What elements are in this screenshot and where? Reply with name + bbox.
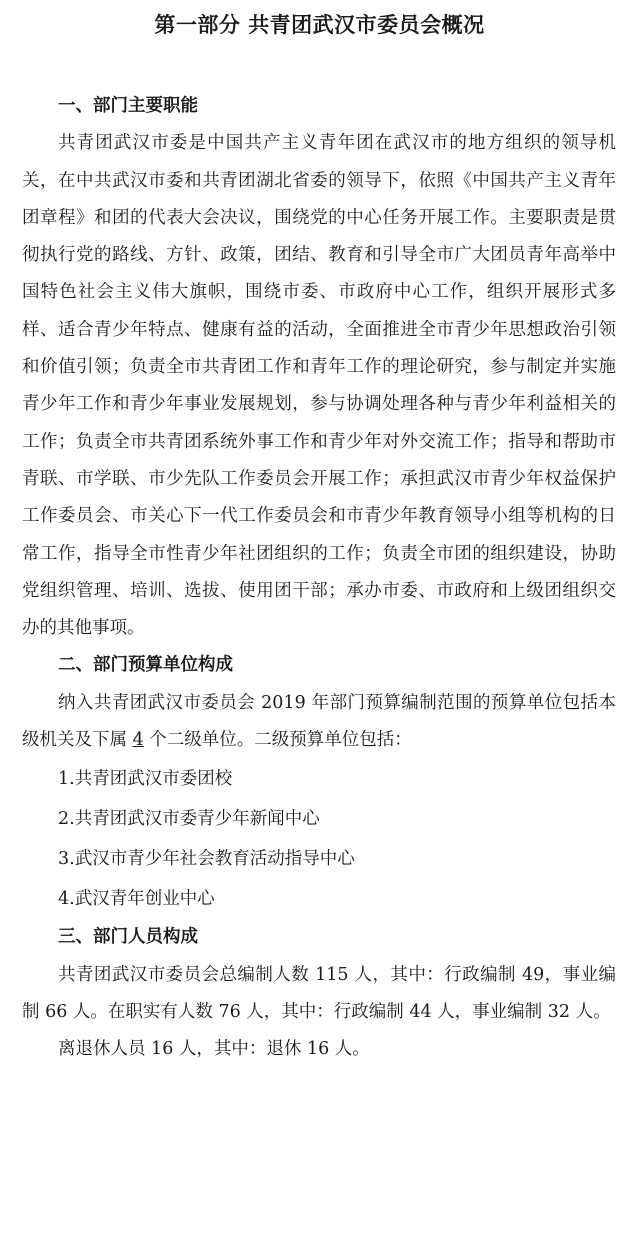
section-1-heading: 一、部门主要职能 — [58, 96, 198, 116]
unit-list-item-2: 2.共青团武汉市委青少年新闻中心 — [58, 809, 320, 830]
unit-list-item-4: 4.武汉青年创业中心 — [58, 889, 215, 910]
section-2-body-after: 个二级单位。二级预算单位包括： — [143, 730, 412, 751]
section-3-body: 共青团武汉市委员会总编制人数 115 人，其中：行政编制 49，事业编制 66 人。在职实有人数 76 人，其中：行政编制 44 人，事业编制 32 人。 — [22, 964, 616, 1022]
section-3-retired: 离退休人员 16 人，其中：退休 16 人。 — [58, 1039, 370, 1060]
section-2-body — [22, 685, 616, 760]
unit-count: 4 — [132, 730, 144, 751]
section-2-heading: 二、部门预算单位构成 — [58, 655, 233, 676]
unit-list-item-1: 1.共青团武汉市委团校 — [58, 769, 233, 790]
page-title: 第一部分 共青团武汉市委员会概况 — [154, 13, 485, 37]
section-3-heading: 三、部门人员构成 — [58, 927, 198, 948]
section-2-body-before: 纳入共青团武汉市委员会 2019 年部门预算编制范围的预算单位包括本级机关及下属 — [22, 692, 616, 751]
unit-list-item-3: 3.武汉市青少年社会教育活动指导中心 — [58, 849, 355, 870]
section-1-body: 共青团武汉市委是中国共产主义青年团在武汉市的地方组织的领导机关，在中共武汉市委和共青团湖北省委的领导下，依照《中国共产主义青年团章程》和团的代表大会决议，围绕党的中心任务开展工作。主要职责是贯彻执行党的路线、方针、政策，团结、教育和引导全市广大团员青年高举中国特色社会主义伟大旗帜，围绕市委、市政府中心工作，组织开展形式多样、适合青少年特点、健康有益的活动，全面推进全市青少年思想政治引领和价值引领；负责全市共青团工作和青年工作的理论研究，参与制定并实施青少年工作和青少年事业发展规划，参与协调处理各种与青少年利益相关的工作；负责全市共青团系统外事工作和青少年对外交流工作；指导和帮助市青联、市学联、市少先队工作委员会开展工作；承担武汉市青少年权益保护工作委员会、市关心下一代工作委员会和市青少年教育领导小组等机构的日常工作，指导全市性青少年社团组织的工作；负责全市团的组织建设，协助党组织管理、培训、选拔、使用团干部；承办市委、市政府和上级团组织交办的其他事项。 — [22, 133, 616, 639]
document-content — [22, 88, 616, 1069]
